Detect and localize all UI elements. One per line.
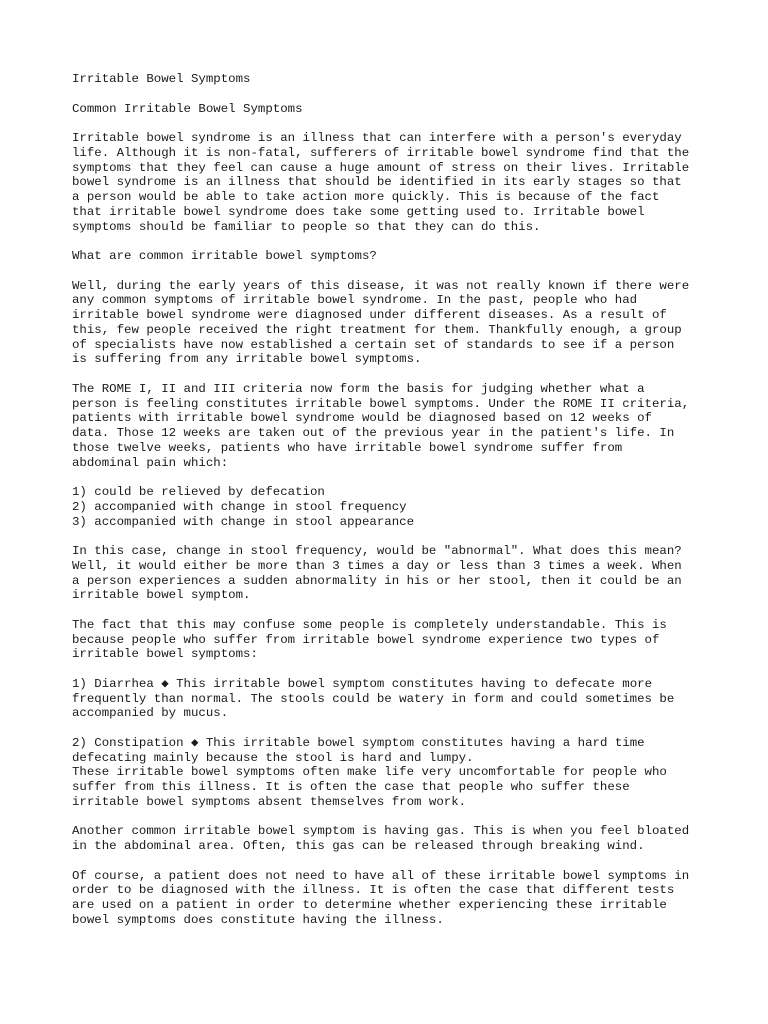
document-subtitle: Common Irritable Bowel Symptoms (72, 101, 303, 116)
text-line: data. Those 12 weeks are taken out of the previous year in the patient's life. In (72, 426, 675, 440)
text-line: These irritable bowel symptoms often make life very uncomfortable for people who (72, 765, 667, 780)
text-line: a person experiences a sudden abnormality in his or her stool, then it could be an (72, 573, 682, 588)
text-line: patients with irritable bowel syndrome would be diagnosed based on 12 weeks of (72, 411, 652, 426)
spacer (72, 367, 712, 382)
history-paragraph (72, 279, 712, 368)
text-line: bowel syndrome is an illness that should be identified in its early stages so that (72, 175, 682, 190)
spacer (72, 264, 712, 279)
text-line: symptoms should be familiar to people so that they can do this. (72, 219, 541, 234)
text-line: bowel symptoms does constitute having the illness. (72, 912, 444, 927)
text-line: irritable bowel syndrome were diagnosed under different diseases. As a result of (72, 308, 667, 322)
diarrhea-paragraph (72, 677, 712, 721)
abnormal-paragraph (72, 544, 712, 603)
list-item: 1) could be relieved by defecation (72, 485, 325, 499)
spacer (72, 662, 712, 677)
text-line: Irritable bowel syndrome is an illness that can interfere with a person's everyday (72, 131, 682, 145)
text-line: 2) Constipation ◆ This irritable bowel symptom constitutes having a hard time (72, 735, 645, 750)
text-line: irritable bowel symptom. (72, 588, 251, 603)
document-title: Irritable Bowel Symptoms (72, 72, 251, 86)
list-item: 3) accompanied with change in stool appearance (72, 514, 415, 529)
spacer (72, 87, 712, 102)
text-line: The ROME I, II and III criteria now form the basis for judging whether what a (72, 381, 645, 396)
spacer (72, 810, 712, 825)
spacer (72, 234, 712, 249)
text-line: irritable bowel symptoms absent themselves from work. (72, 794, 467, 809)
text-line: Well, it would either be more than 3 times a day or less than 3 times a week. When (72, 558, 682, 573)
intro-paragraph (72, 131, 712, 234)
spacer (72, 603, 712, 618)
confusion-paragraph (72, 618, 712, 662)
text-line: order to be diagnosed with the illness. It is often the case that different tests (72, 883, 675, 898)
text-line: Another common irritable bowel symptom is having gas. This is when you feel bloated (72, 824, 690, 839)
text-line: frequently than normal. The stools could be watery in form and could sometimes be (72, 691, 675, 706)
text-line: of specialists have now established a certain set of standards to see if a person (72, 337, 675, 352)
constipation-paragraph (72, 736, 712, 810)
spacer (72, 721, 712, 736)
text-line: are used on a patient in order to determine whether experiencing these irritable (72, 898, 667, 912)
text-line: because people who suffer from irritable bowel syndrome experience two types of (72, 632, 660, 647)
spacer (72, 470, 712, 485)
text-line: symptoms that they feel can cause a huge amount of stress on their lives. Irritable (72, 160, 690, 175)
gas-paragraph (72, 824, 712, 854)
text-line: accompanied by mucus. (72, 706, 229, 721)
question-heading: What are common irritable bowel symptoms? (72, 249, 377, 263)
text-line: person is feeling constitutes irritable bowel symptoms. Under the ROME II criteria, (72, 396, 690, 411)
text-line: those twelve weeks, patients who have irritable bowel syndrome suffer from (72, 440, 623, 455)
spacer (72, 116, 712, 131)
text-line: The fact that this may confuse some people is completely understandable. This is (72, 617, 667, 632)
text-line: is suffering from any irritable bowel symptoms. (72, 352, 422, 367)
text-line: 1) Diarrhea ◆ This irritable bowel symptom constitutes having to defecate more (72, 676, 653, 691)
text-line: that irritable bowel syndrome does take some getting used to. Irritable bowel (72, 204, 645, 219)
text-line: abdominal pain which: (72, 455, 229, 470)
text-line: Well, during the early years of this disease, it was not really known if there were (72, 278, 690, 293)
text-line: defecating mainly because the stool is hard and lumpy. (72, 750, 474, 765)
text-line: in the abdominal area. Often, this gas can be released through breaking wind. (72, 839, 645, 853)
diagnosis-paragraph (72, 869, 712, 928)
document-page (72, 72, 712, 928)
text-line: life. Although it is non-fatal, sufferers of irritable bowel syndrome find that the (72, 145, 690, 160)
spacer (72, 854, 712, 869)
text-line: suffer from this illness. It is often the case that people who suffer these (72, 780, 630, 794)
text-line: any common symptoms of irritable bowel syndrome. In the past, people who had (72, 293, 638, 308)
rome-criteria-paragraph (72, 382, 712, 471)
spacer (72, 529, 712, 544)
text-line: In this case, change in stool frequency, would be "abnormal". What does this mean? (72, 544, 682, 558)
list-item: 2) accompanied with change in stool frequency (72, 499, 407, 514)
text-line: Of course, a patient does not need to have all of these irritable bowel symptoms in (72, 868, 690, 883)
text-line: this, few people received the right treatment for them. Thankfully enough, a group (72, 322, 682, 337)
criteria-list (72, 485, 712, 529)
text-line: a person would be able to take action more quickly. This is because of the fact (72, 190, 660, 204)
text-line: irritable bowel symptoms: (72, 647, 258, 662)
